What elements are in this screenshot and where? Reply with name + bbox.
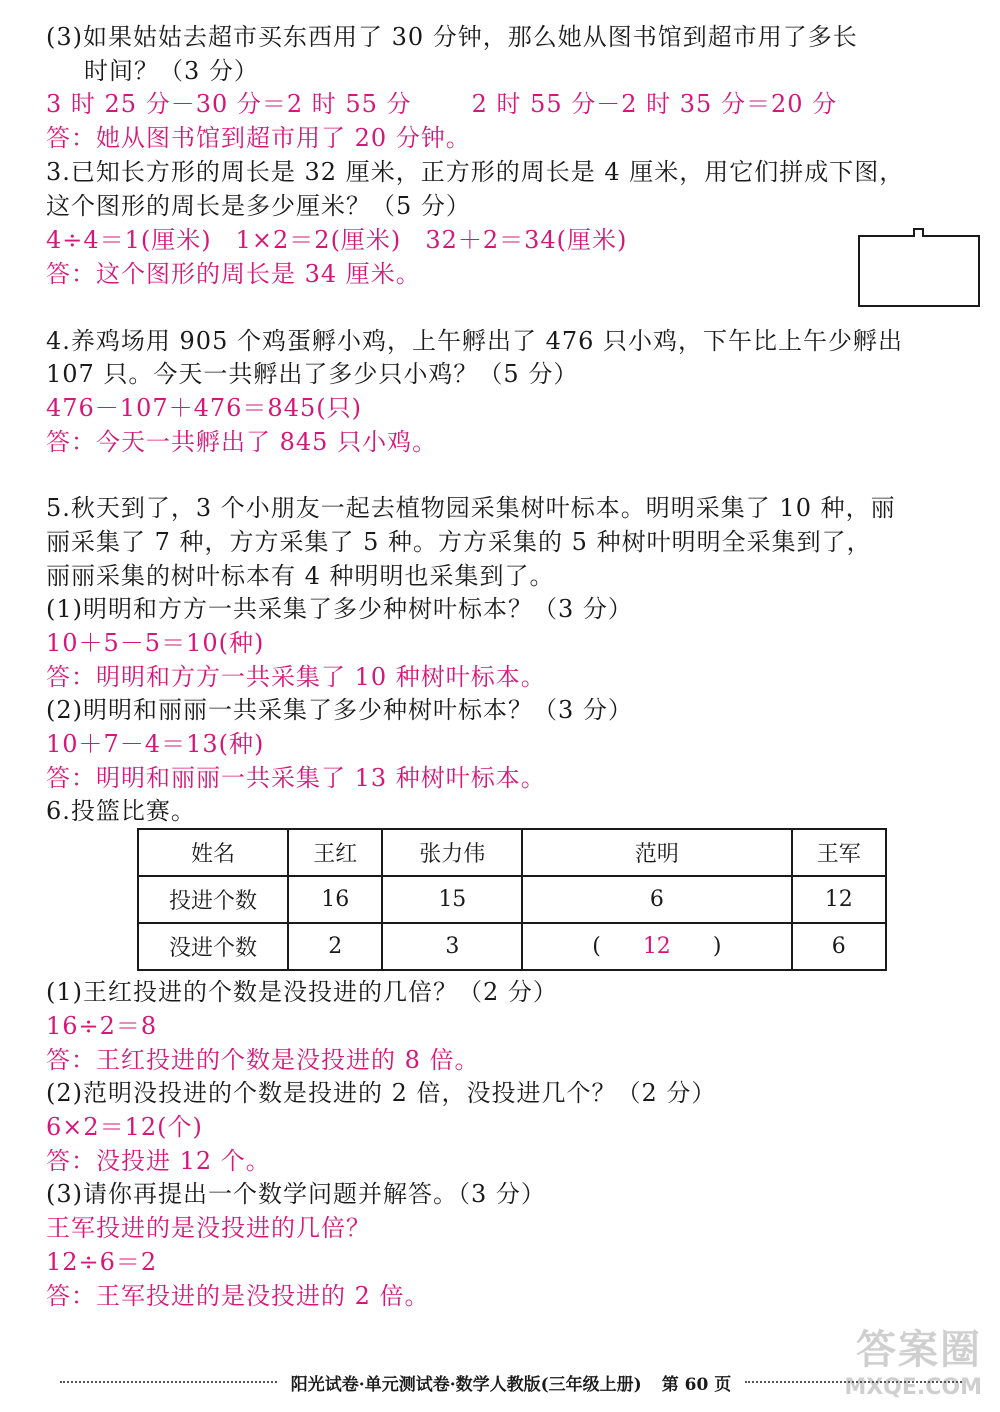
q5-sub1-question: (1)明明和方方一共采集了多少种树叶标本？（3 分） <box>46 595 633 623</box>
table-cell: 王军 <box>792 829 887 876</box>
q3-question-line2: 这个图形的周长是多少厘米？（5 分） <box>46 192 471 220</box>
basketball-score-table <box>137 828 887 971</box>
q5-sub1-answer: 答：明明和方方一共采集了 10 种树叶标本。 <box>46 663 546 691</box>
page-number: 第 60 页 <box>661 1374 732 1395</box>
table-cell: 2 <box>288 923 382 970</box>
q6-title: 6.投篮比赛。 <box>46 797 196 825</box>
rectangle-square-figure <box>858 228 980 306</box>
q2-3-question-line2: 时间？（3 分） <box>84 57 259 85</box>
q6-sub2-question: (2)范明没投进的个数是投进的 2 倍，没投进几个？（2 分） <box>46 1079 717 1107</box>
q5-sub2-answer: 答：明明和丽丽一共采集了 13 种树叶标本。 <box>46 764 546 792</box>
table-cell: 3 <box>382 923 522 970</box>
table-cell-fill-in <box>522 923 791 970</box>
q6-sub2-calc: 6×2＝12(个) <box>46 1113 203 1141</box>
table-cell: 6 <box>522 876 791 923</box>
q3-answer: 答：这个图形的周长是 34 厘米。 <box>46 260 421 288</box>
q6-sub3-calc: 12÷6＝2 <box>46 1248 158 1276</box>
q3-calc-b: 1×2＝2(厘米) <box>235 226 402 254</box>
footer-divider-right <box>745 1381 962 1383</box>
square-shape <box>913 228 924 237</box>
q5-sub1-calc: 10＋5－5＝10(种) <box>46 629 265 657</box>
q2-3-calc-b: 2 时 55 分－2 时 35 分＝20 分 <box>471 90 838 118</box>
q5-sub2-question: (2)明明和丽丽一共采集了多少种树叶标本？（3 分） <box>46 696 633 724</box>
table-cell: 姓名 <box>138 829 288 876</box>
q6-sub3-new-question: 王军投进的是没投进的几倍？ <box>46 1214 371 1242</box>
q2-3-calc-line <box>46 87 976 121</box>
table-cell: 没进个数 <box>138 923 288 970</box>
q2-3-question-line1: (3)如果姑姑去超市买东西用了 30 分钟，那么她从图书馆到超市用了多长 <box>46 23 858 51</box>
q5-question-line1: 5.秋天到了，3 个小朋友一起去植物园采集树叶标本。明明采集了 10 种，丽 <box>46 494 896 522</box>
q5-sub2-calc: 10＋7－4＝13(种) <box>46 730 265 758</box>
table-cell: 15 <box>382 876 522 923</box>
table-cell: 张力伟 <box>382 829 522 876</box>
fill-in-answer: 12 <box>642 934 671 959</box>
paren-open: ( <box>592 934 601 959</box>
q3-calc-a: 4÷4＝1(厘米) <box>46 226 212 254</box>
page-footer <box>46 1370 976 1394</box>
footer-divider-left <box>60 1381 277 1383</box>
table-cell: 12 <box>792 876 887 923</box>
q5-question-line3: 丽丽采集的树叶标本有 4 种明明也采集到了。 <box>46 562 555 590</box>
q6-sub2-answer: 答：没投进 12 个。 <box>46 1147 271 1175</box>
table-row <box>138 876 886 923</box>
q3-calc-line <box>46 223 976 257</box>
q3-question-line1: 3.已知长方形的周长是 32 厘米，正方形的周长是 4 厘米，用它们拼成下图， <box>46 158 905 186</box>
table-cell: 16 <box>288 876 382 923</box>
table-row <box>138 829 886 876</box>
q4-question-line2: 107 只。今天一共孵出了多少只小鸡？（5 分） <box>46 360 579 388</box>
watermark-logo: 答案圈 <box>856 1327 982 1373</box>
q6-sub3-answer: 答：王军投进的是没投进的 2 倍。 <box>46 1282 430 1310</box>
q3-calc-c: 32＋2＝34(厘米) <box>425 226 628 254</box>
footer-text: 阳光试卷·单元测试卷·数学人教版(三年级上册) <box>290 1374 642 1395</box>
table-cell: 6 <box>792 923 887 970</box>
q6-sub3-question: (3)请你再提出一个数学问题并解答。（3 分） <box>46 1180 546 1208</box>
q4-answer: 答：今天一共孵出了 845 只小鸡。 <box>46 428 438 456</box>
q6-sub1-question: (1)王红投进的个数是没投进的几倍？（2 分） <box>46 978 558 1006</box>
q6-sub1-calc: 16÷2＝8 <box>46 1012 158 1040</box>
q4-question-line1: 4.养鸡场用 905 个鸡蛋孵小鸡，上午孵出了 476 只小鸡，下午比上午少孵出 <box>46 327 904 355</box>
q4-calc: 476－107＋476＝845(只) <box>46 394 362 422</box>
rectangle-shape <box>858 235 980 307</box>
table-cell: 投进个数 <box>138 876 288 923</box>
q2-3-answer: 答：她从图书馆到超市用了 20 分钟。 <box>46 124 471 152</box>
q2-3-calc-a: 3 时 25 分－30 分＝2 时 55 分 <box>46 90 412 118</box>
table-cell: 王红 <box>288 829 382 876</box>
watermark-url: MXQE.COM <box>844 1375 982 1400</box>
q6-sub1-answer: 答：王红投进的个数是没投进的 8 倍。 <box>46 1046 480 1074</box>
table-cell: 范明 <box>522 829 791 876</box>
table-row <box>138 923 886 970</box>
paren-close: ) <box>712 934 722 959</box>
q5-question-line2: 丽采集了 7 种，方方采集了 5 种。方方采集的 5 种树叶明明全采集到了， <box>46 528 872 556</box>
